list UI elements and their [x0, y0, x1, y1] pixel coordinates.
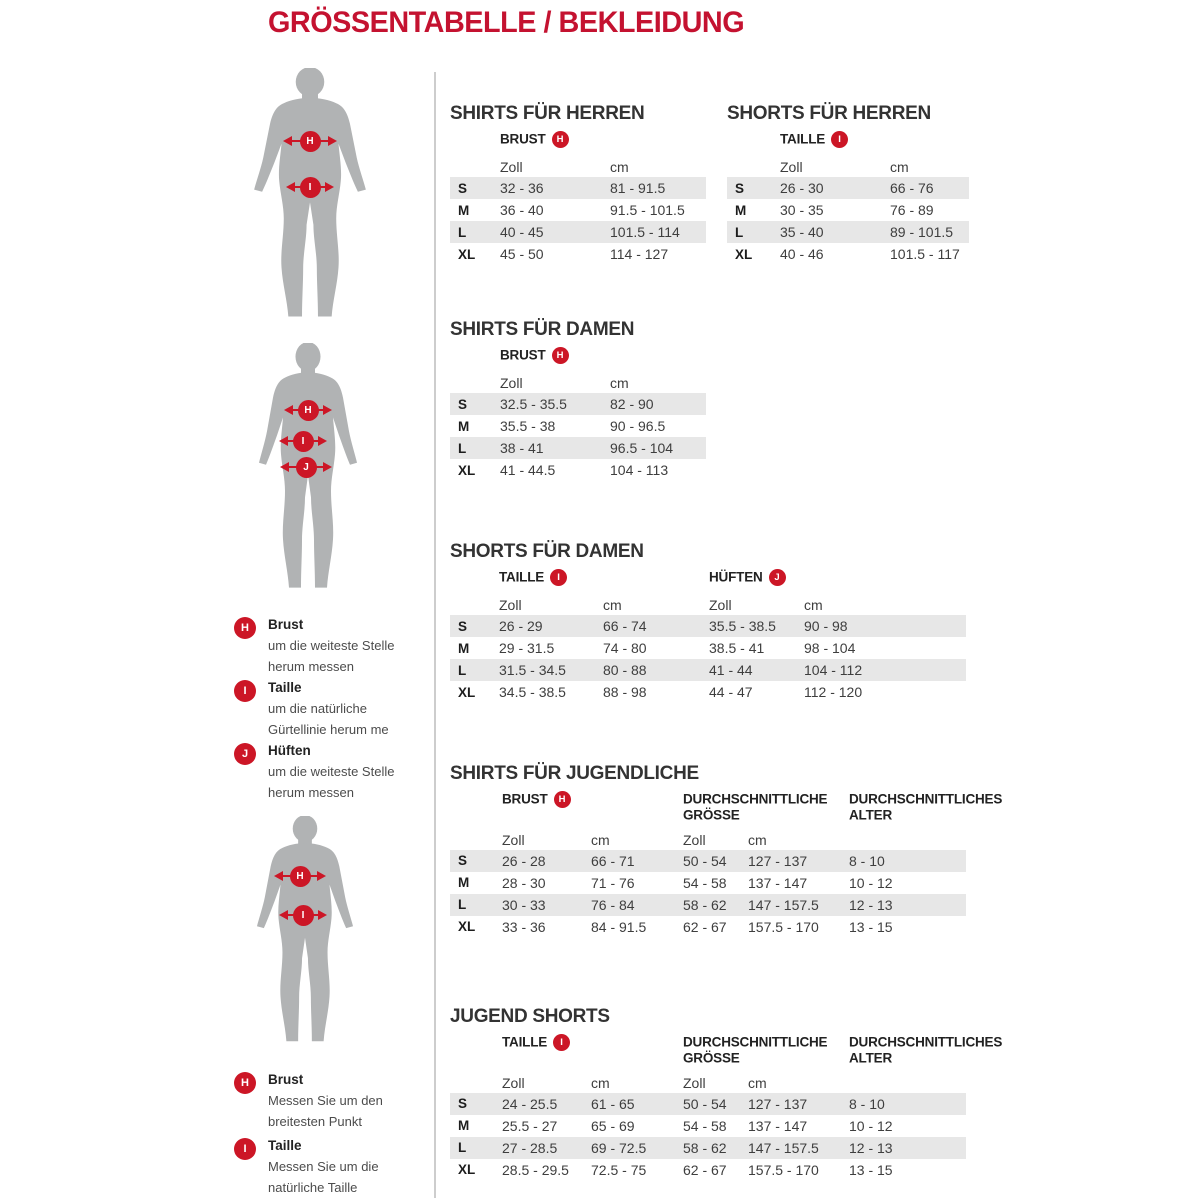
legend-text: breitesten Punkt	[268, 1113, 362, 1129]
value-cell: 69 - 72.5	[591, 1139, 647, 1156]
legend-title: Hüften	[268, 743, 311, 758]
size-label: L	[458, 1140, 467, 1156]
waist-marker-female	[279, 430, 327, 452]
value-cell: 89 - 101.5	[890, 224, 954, 240]
value-cell: 62 - 67	[683, 1161, 727, 1178]
value-cell: 13 - 15	[849, 918, 893, 935]
value-cell: 12 - 13	[849, 1139, 893, 1156]
value-cell: 66 - 76	[890, 180, 934, 196]
page-title: GRÖSSENTABELLE / BEKLEIDUNG	[268, 6, 745, 39]
value-cell: 58 - 62	[683, 1139, 727, 1156]
unit-header-row	[450, 827, 966, 848]
measure-header: BRUST H	[502, 791, 683, 808]
legend-title: Brust	[268, 617, 304, 632]
value-cell: 31.5 - 34.5	[499, 662, 566, 678]
unit-label: cm	[591, 831, 610, 848]
measure-header: DURCHSCHNITTLICHE GRÖSSE	[683, 1034, 828, 1066]
chest-marker-youth	[274, 865, 326, 887]
legend-brust-youth	[234, 1071, 424, 1132]
unit-label: cm	[591, 1074, 610, 1091]
arrow-left-icon	[274, 871, 283, 881]
value-cell: 54 - 58	[683, 1117, 727, 1134]
unit-label: cm	[603, 597, 622, 613]
legend-brust	[234, 616, 424, 677]
table-body	[450, 177, 706, 265]
value-cell: 35.5 - 38	[500, 418, 556, 434]
value-cell: 101.5 - 114	[610, 224, 680, 240]
value-cell: 147 - 157.5	[748, 896, 819, 913]
size-row-l	[727, 221, 969, 243]
measure-header: BRUST H	[500, 131, 706, 148]
value-cell: 40 - 46	[780, 246, 824, 262]
badge-h-icon: H	[552, 131, 569, 148]
size-label: S	[458, 853, 468, 869]
value-cell: 90 - 98	[804, 618, 848, 634]
measure-header: DURCHSCHNITTLICHE GRÖSSE	[683, 791, 828, 823]
unit-label: Zoll	[709, 597, 732, 613]
badge-j-icon: J	[769, 569, 786, 586]
table-title: JUGEND SHORTS	[450, 1006, 610, 1027]
measure-header: HÜFTEN J	[709, 569, 966, 586]
size-label: M	[458, 875, 470, 891]
value-cell: 72.5 - 75	[591, 1161, 647, 1178]
value-cell: 26 - 30	[780, 180, 824, 196]
size-row-m	[450, 872, 966, 894]
badge-h-icon: H	[554, 791, 571, 808]
size-label: L	[458, 897, 467, 913]
value-cell: 25.5 - 27	[502, 1117, 558, 1134]
table-body	[727, 177, 969, 265]
measure-header: DURCHSCHNITTLICHES ALTER	[849, 1034, 1003, 1066]
value-cell: 61 - 65	[591, 1095, 635, 1112]
badge-i-icon: I	[550, 569, 567, 586]
value-cell: 44 - 47	[709, 684, 753, 700]
value-cell: 10 - 12	[849, 1117, 893, 1134]
value-cell: 80 - 88	[603, 662, 647, 678]
arrow-right-icon	[328, 136, 337, 146]
legend-text: Gürtellinie herum me	[268, 721, 389, 737]
value-cell: 112 - 120	[804, 684, 863, 700]
value-cell: 34.5 - 38.5	[499, 684, 566, 700]
table-body	[450, 1093, 966, 1181]
unit-header-row	[450, 1070, 966, 1091]
size-label: XL	[458, 246, 476, 262]
badge-h-icon: H	[300, 131, 321, 152]
size-row-s	[450, 393, 706, 415]
size-row-xl	[450, 681, 966, 703]
badge-j-icon: J	[234, 743, 256, 765]
measure-header: DURCHSCHNITTLICHES ALTER	[849, 791, 1003, 823]
measure-header-row	[450, 791, 1003, 824]
size-label: XL	[735, 246, 753, 262]
value-cell: 54 - 58	[683, 874, 727, 891]
value-cell: 24 - 25.5	[502, 1095, 558, 1112]
unit-label: cm	[804, 597, 823, 613]
value-cell: 26 - 29	[499, 618, 543, 634]
size-label: XL	[458, 462, 476, 478]
hip-marker-female	[280, 456, 332, 478]
value-cell: 65 - 69	[591, 1117, 635, 1134]
badge-i-icon: I	[831, 131, 848, 148]
value-cell: 101.5 - 117	[890, 246, 960, 262]
value-cell: 41 - 44	[709, 662, 753, 678]
value-cell: 27 - 28.5	[502, 1139, 558, 1156]
unit-label: Zoll	[499, 597, 522, 613]
value-cell: 82 - 90	[610, 396, 654, 412]
size-row-xl	[727, 243, 969, 265]
value-cell: 35.5 - 38.5	[709, 618, 776, 634]
size-label: M	[735, 202, 747, 218]
badge-h-icon: H	[290, 866, 311, 887]
arrow-left-icon	[284, 405, 293, 415]
arrow-left-icon	[280, 462, 289, 472]
table-shirts-herren	[450, 103, 706, 265]
size-label: M	[458, 640, 470, 656]
size-label: S	[735, 180, 745, 196]
size-row-xl	[450, 1159, 966, 1181]
unit-label: Zoll	[500, 159, 523, 175]
size-row-s	[450, 177, 706, 199]
size-label: XL	[458, 919, 476, 935]
table-shirts-jugendliche	[450, 763, 1003, 938]
size-row-l	[450, 437, 706, 459]
value-cell: 104 - 113	[610, 462, 669, 478]
unit-header-row	[450, 592, 966, 613]
size-label: S	[458, 618, 468, 634]
value-cell: 98 - 104	[804, 640, 856, 656]
size-label: L	[458, 440, 467, 456]
unit-header-row	[450, 370, 706, 391]
size-label: XL	[458, 684, 476, 700]
value-cell: 8 - 10	[849, 852, 885, 869]
arrow-left-icon	[279, 436, 288, 446]
youth-body-silhouette	[256, 816, 354, 1048]
size-row-l	[450, 221, 706, 243]
value-cell: 10 - 12	[849, 874, 893, 891]
value-cell: 76 - 89	[890, 202, 934, 218]
value-cell: 137 - 147	[748, 1117, 808, 1134]
value-cell: 38 - 41	[500, 440, 544, 456]
table-title: SHIRTS FÜR HERREN	[450, 103, 645, 124]
size-label: M	[458, 1118, 470, 1134]
unit-label: Zoll	[780, 159, 803, 175]
table-shorts-herren	[727, 103, 969, 265]
unit-header-row	[727, 154, 969, 175]
value-cell: 30 - 33	[502, 896, 546, 913]
table-title: SHIRTS FÜR DAMEN	[450, 319, 635, 340]
arrow-right-icon	[317, 871, 326, 881]
legend-text: um die weiteste Stelle	[268, 764, 395, 779]
value-cell: 35 - 40	[780, 224, 824, 240]
value-cell: 28 - 30	[502, 874, 546, 891]
value-cell: 33 - 36	[502, 918, 546, 935]
measure-header-row	[450, 569, 966, 589]
size-row-m	[450, 415, 706, 437]
legend-text: Messen Sie um den	[268, 1093, 383, 1108]
badge-h-icon: H	[552, 347, 569, 364]
size-row-xl	[450, 243, 706, 265]
value-cell: 12 - 13	[849, 896, 893, 913]
unit-label: Zoll	[500, 375, 523, 391]
arrow-left-icon	[279, 910, 288, 920]
value-cell: 66 - 74	[603, 618, 647, 634]
chest-marker-male	[283, 130, 337, 152]
value-cell: 29 - 31.5	[499, 640, 555, 656]
value-cell: 50 - 54	[683, 852, 727, 869]
value-cell: 38.5 - 41	[709, 640, 765, 656]
value-cell: 91.5 - 101.5	[610, 202, 685, 218]
value-cell: 71 - 76	[591, 874, 635, 891]
value-cell: 84 - 91.5	[591, 918, 647, 935]
arrow-left-icon	[283, 136, 292, 146]
legend-text: herum messen	[268, 658, 354, 674]
table-shorts-damen	[450, 541, 966, 703]
measure-header: TAILLE I	[502, 1034, 683, 1051]
value-cell: 90 - 96.5	[610, 418, 666, 434]
arrow-right-icon	[323, 405, 332, 415]
badge-h-icon: H	[234, 1072, 256, 1094]
size-label: M	[458, 202, 470, 218]
size-label: XL	[458, 1162, 476, 1178]
size-row-l	[450, 894, 966, 916]
table-title: SHIRTS FÜR JUGENDLICHE	[450, 763, 699, 784]
value-cell: 127 - 137	[748, 1095, 808, 1112]
size-row-m	[450, 637, 966, 659]
value-cell: 157.5 - 170	[748, 918, 819, 935]
value-cell: 26 - 28	[502, 852, 546, 869]
legend-text: natürliche Taille	[268, 1179, 358, 1195]
legend-title: Taille	[268, 1138, 302, 1153]
measure-header: TAILLE I	[780, 131, 969, 148]
arrow-right-icon	[325, 182, 334, 192]
measure-header-row	[450, 1034, 1003, 1067]
table-title: SHORTS FÜR DAMEN	[450, 541, 644, 562]
value-cell: 157.5 - 170	[748, 1161, 819, 1178]
value-cell: 137 - 147	[748, 874, 808, 891]
value-cell: 147 - 157.5	[748, 1139, 819, 1156]
size-label: S	[458, 396, 468, 412]
table-shirts-damen	[450, 319, 706, 481]
table-body	[450, 615, 966, 703]
badge-i-icon: I	[234, 680, 256, 702]
arrow-right-icon	[318, 436, 327, 446]
size-label: S	[458, 180, 468, 196]
legend-text: herum messen	[268, 784, 354, 800]
unit-label: cm	[748, 1074, 767, 1091]
value-cell: 58 - 62	[683, 896, 727, 913]
unit-header-row	[450, 154, 706, 175]
value-cell: 13 - 15	[849, 1161, 893, 1178]
arrow-left-icon	[286, 182, 295, 192]
value-cell: 88 - 98	[603, 684, 647, 700]
size-row-s	[727, 177, 969, 199]
value-cell: 81 - 91.5	[610, 180, 666, 196]
value-cell: 127 - 137	[748, 852, 808, 869]
badge-h-icon: H	[298, 400, 319, 421]
value-cell: 96.5 - 104	[610, 440, 674, 456]
value-cell: 74 - 80	[603, 640, 647, 656]
measure-header-row	[450, 347, 706, 367]
value-cell: 30 - 35	[780, 202, 824, 218]
badge-i-icon: I	[234, 1138, 256, 1160]
value-cell: 40 - 45	[500, 224, 544, 240]
legend-text: um die weiteste Stelle	[268, 638, 395, 653]
size-row-s	[450, 1093, 966, 1115]
measure-header: BRUST H	[500, 347, 706, 364]
badge-j-icon: J	[296, 457, 317, 478]
value-cell: 62 - 67	[683, 918, 727, 935]
legend-taille	[234, 679, 424, 740]
column-divider	[434, 72, 436, 1198]
unit-label: cm	[610, 159, 629, 175]
size-row-l	[450, 1137, 966, 1159]
unit-label: Zoll	[683, 831, 706, 848]
value-cell: 8 - 10	[849, 1095, 885, 1112]
legend-taille-youth	[234, 1137, 424, 1198]
size-row-s	[450, 615, 966, 637]
size-label: S	[458, 1096, 468, 1112]
unit-label: cm	[748, 831, 767, 848]
badge-i-icon: I	[300, 177, 321, 198]
legend-title: Brust	[268, 1072, 304, 1087]
value-cell: 66 - 71	[591, 852, 635, 869]
value-cell: 32.5 - 35.5	[500, 396, 567, 412]
table-body	[450, 850, 966, 938]
value-cell: 50 - 54	[683, 1095, 727, 1112]
table-body	[450, 393, 706, 481]
badge-h-icon: H	[234, 617, 256, 639]
unit-label: cm	[890, 159, 909, 175]
measure-header-row	[450, 131, 706, 151]
measure-header-row	[727, 131, 969, 151]
value-cell: 36 - 40	[500, 202, 544, 218]
unit-label: cm	[610, 375, 629, 391]
value-cell: 41 - 44.5	[500, 462, 556, 478]
value-cell: 28.5 - 29.5	[502, 1161, 569, 1178]
size-row-m	[727, 199, 969, 221]
badge-i-icon: I	[293, 431, 314, 452]
arrow-right-icon	[323, 462, 332, 472]
size-row-xl	[450, 916, 966, 938]
badge-i-icon: I	[553, 1034, 570, 1051]
value-cell: 104 - 112	[804, 662, 863, 678]
legend-title: Taille	[268, 680, 302, 695]
chest-marker-female	[284, 399, 332, 421]
value-cell: 76 - 84	[591, 896, 635, 913]
badge-i-icon: I	[293, 905, 314, 926]
measure-header: TAILLE I	[499, 569, 709, 586]
legend-text: um die natürliche	[268, 701, 367, 716]
table-jugend-shorts	[450, 1006, 1003, 1181]
size-row-m	[450, 199, 706, 221]
legend-hueften	[234, 742, 424, 803]
value-cell: 45 - 50	[500, 246, 544, 262]
unit-label: Zoll	[683, 1074, 706, 1091]
waist-marker-youth	[279, 904, 327, 926]
unit-label: Zoll	[502, 1074, 525, 1091]
table-title: SHORTS FÜR HERREN	[727, 103, 931, 124]
size-row-m	[450, 1115, 966, 1137]
value-cell: 32 - 36	[500, 180, 544, 196]
arrow-right-icon	[318, 910, 327, 920]
size-row-xl	[450, 459, 706, 481]
waist-marker-male	[286, 176, 334, 198]
size-row-s	[450, 850, 966, 872]
size-label: L	[458, 224, 467, 240]
legend-text: Messen Sie um die	[268, 1159, 379, 1174]
value-cell: 114 - 127	[610, 246, 669, 262]
size-row-l	[450, 659, 966, 681]
size-label: L	[735, 224, 744, 240]
size-label: L	[458, 662, 467, 678]
unit-label: Zoll	[502, 831, 525, 848]
size-label: M	[458, 418, 470, 434]
